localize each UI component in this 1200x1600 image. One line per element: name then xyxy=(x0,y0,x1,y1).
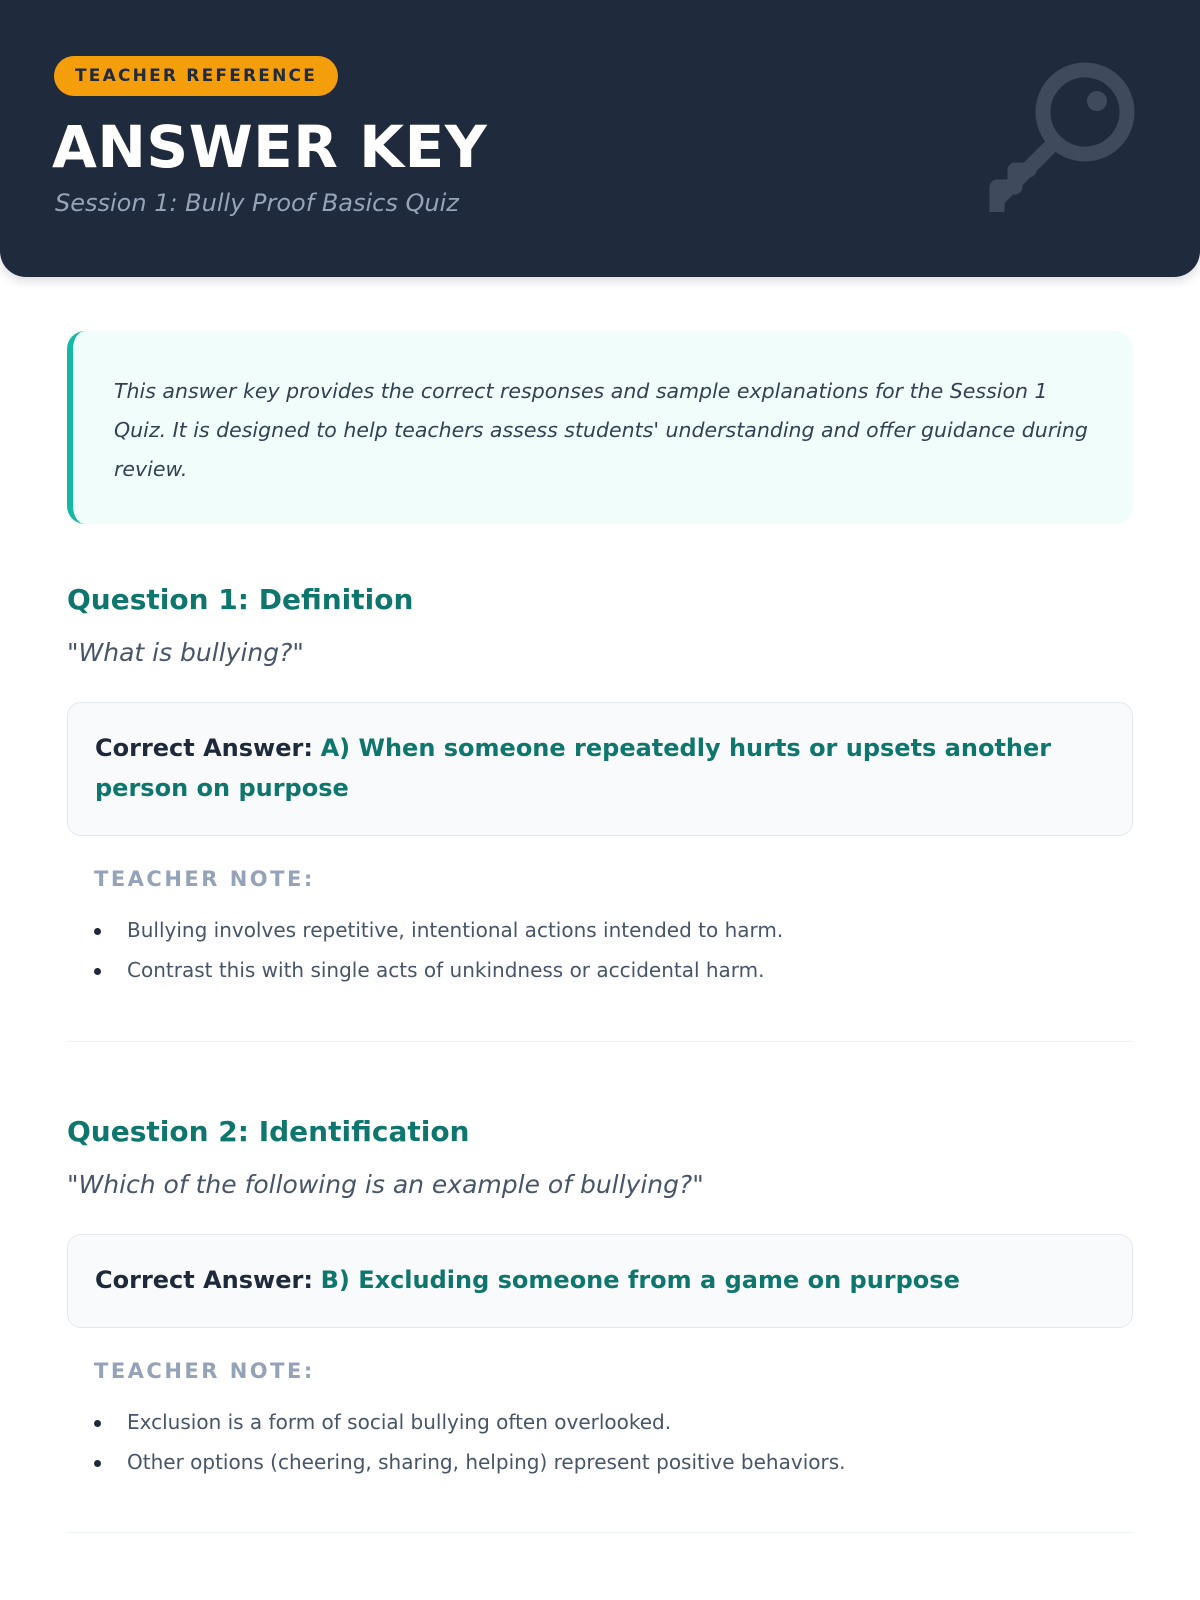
correct-answer-box xyxy=(67,702,1133,836)
question-1 xyxy=(67,580,1133,990)
page-title: ANSWER KEY xyxy=(52,113,488,181)
key-icon xyxy=(985,52,1145,212)
list-item: Other options (cheering, sharing, helping) represent positive behaviors. xyxy=(94,1442,1133,1482)
section-divider xyxy=(67,1532,1133,1533)
question-heading: Question 2: Identification xyxy=(67,1115,470,1148)
section-divider xyxy=(67,1041,1133,1042)
header-banner xyxy=(0,0,1200,277)
question-prompt: "What is bullying?" xyxy=(67,638,304,667)
teacher-note-label: TEACHER NOTE: xyxy=(94,1359,315,1383)
list-item: Contrast this with single acts of unkindness or accidental harm. xyxy=(94,950,1133,990)
correct-answer-text: A) When someone repeatedly hurts or upsets another person on purpose xyxy=(95,734,1052,802)
correct-answer-box xyxy=(67,1234,1133,1328)
question-prompt: "Which of the following is an example of bullying?" xyxy=(67,1170,704,1199)
question-heading: Question 1: Definition xyxy=(67,583,414,616)
teacher-note-list xyxy=(94,910,1133,990)
correct-answer-text: B) Excluding someone from a game on purpose xyxy=(320,1266,960,1294)
correct-answer-label: Correct Answer: xyxy=(95,1266,313,1294)
correct-answer-label: Correct Answer: xyxy=(95,734,313,762)
intro-callout xyxy=(67,331,1133,524)
page-subtitle: Session 1: Bully Proof Basics Quiz xyxy=(55,189,459,217)
teacher-note-label: TEACHER NOTE: xyxy=(94,867,315,891)
question-2 xyxy=(67,1112,1133,1482)
list-item: Exclusion is a form of social bullying often overlooked. xyxy=(94,1402,1133,1442)
teacher-reference-badge: TEACHER REFERENCE xyxy=(54,56,338,96)
teacher-note-list xyxy=(94,1402,1133,1482)
list-item: Bullying involves repetitive, intentional actions intended to harm. xyxy=(94,910,1133,950)
intro-text: This answer key provides the correct responses and sample explanations for the Session 1 Quiz. It is designed to help teachers assess students' understanding and offer guidance during review. xyxy=(114,379,1088,481)
